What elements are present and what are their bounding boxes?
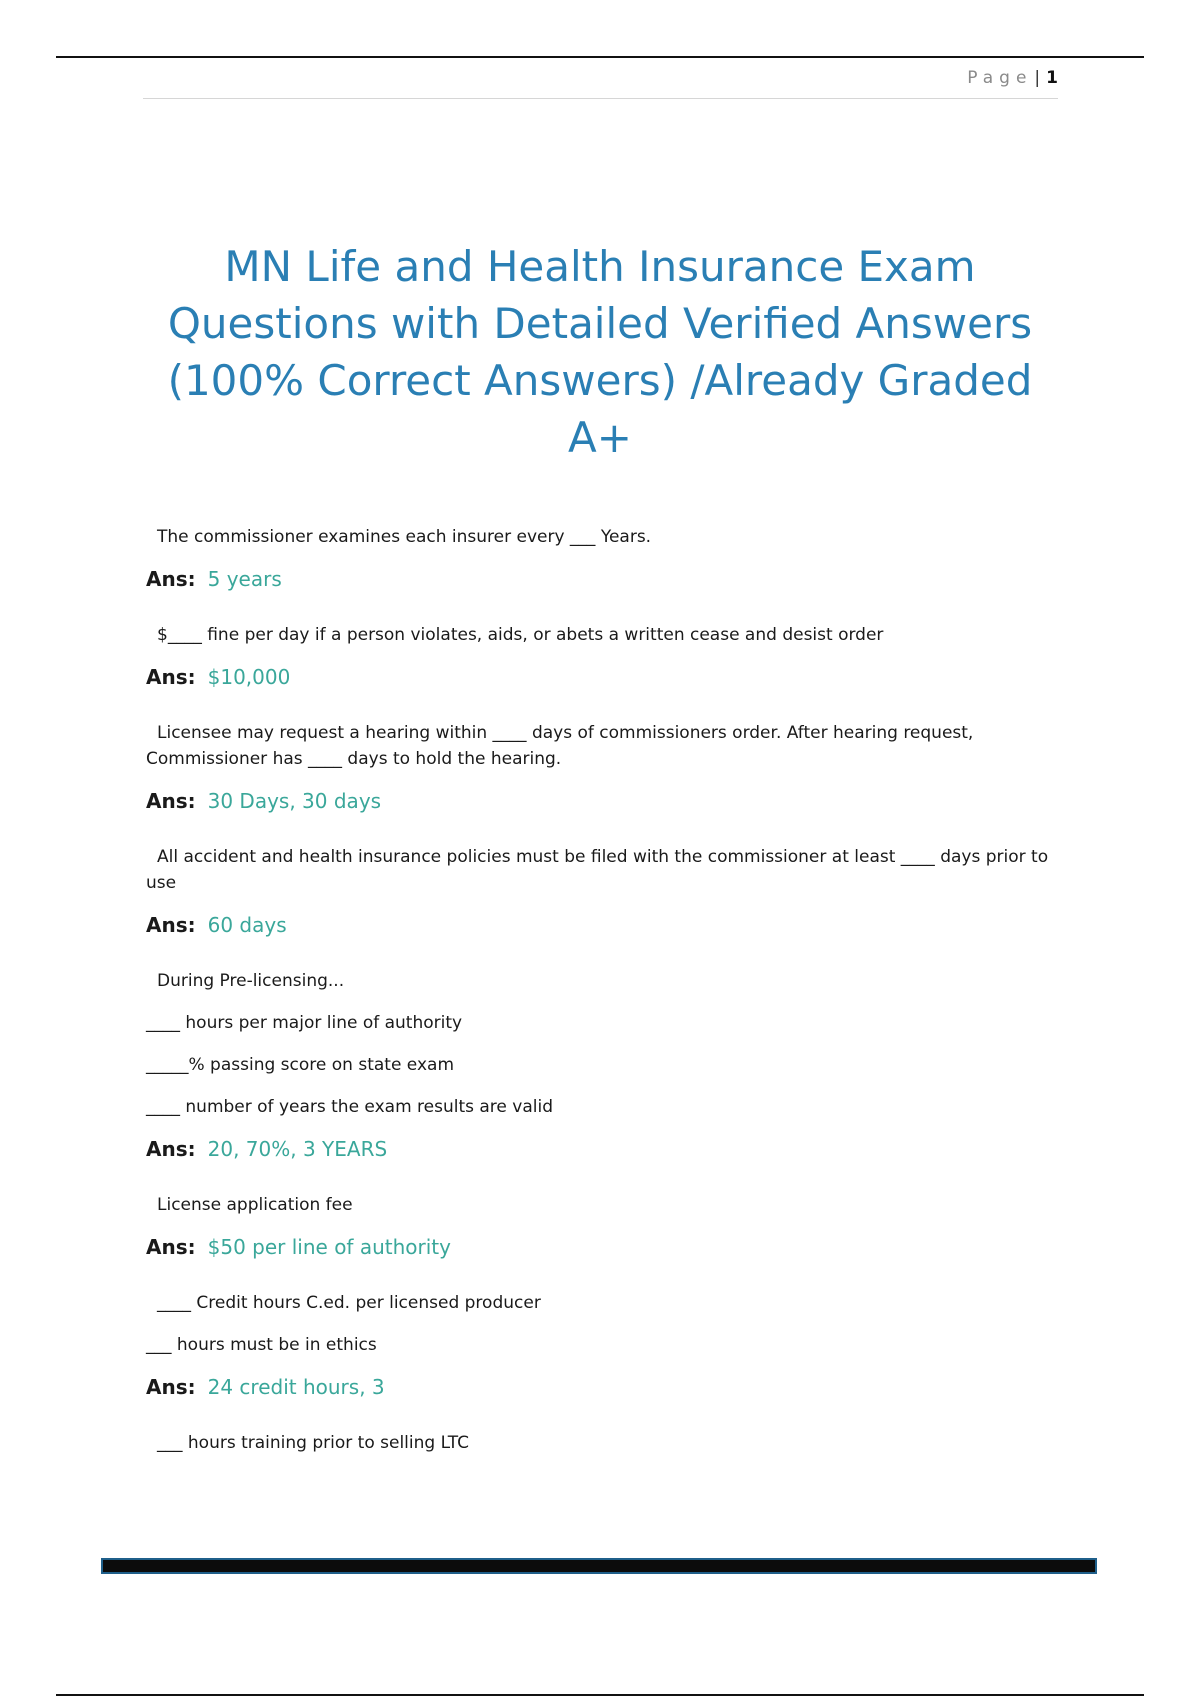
question-line: All accident and health insurance policies must be filed with the commissioner at least ____ days prior to use xyxy=(146,847,1049,893)
page-header xyxy=(143,68,1058,99)
footer-bar xyxy=(101,1558,1097,1574)
answer-value: 5 years xyxy=(207,567,282,591)
qa-item xyxy=(146,1290,1056,1400)
qa-item xyxy=(146,720,1056,814)
answer-label: Ans: xyxy=(146,1137,196,1161)
answer-value: 24 credit hours, 3 xyxy=(207,1375,385,1399)
question-line: ___ hours must be in ethics xyxy=(146,1335,377,1355)
answer-label: Ans: xyxy=(146,567,196,591)
answer xyxy=(146,1374,1056,1400)
top-rule xyxy=(56,56,1144,58)
answer-label: Ans: xyxy=(146,665,196,689)
answer xyxy=(146,788,1056,814)
question-line: $____ fine per day if a person violates, aids, or abets a written cease and desist order xyxy=(157,625,884,645)
bottom-rule xyxy=(56,1694,1144,1696)
qa-item xyxy=(146,524,1056,592)
answer xyxy=(146,664,1056,690)
question-line: ____ hours per major line of authority xyxy=(146,1013,463,1033)
qa-item xyxy=(146,1192,1056,1260)
answer-value: $50 per line of authority xyxy=(207,1235,451,1259)
question-line: Licensee may request a hearing within ____ days of commissioners order. After hearing request, Commissioner has ____ days to hold the hearing. xyxy=(146,723,974,769)
qa-item xyxy=(146,968,1056,1162)
answer-value: 20, 70%, 3 YEARS xyxy=(207,1137,388,1161)
qa-item xyxy=(146,1430,1056,1456)
question-line: ___ hours training prior to selling LTC xyxy=(157,1433,469,1453)
answer-value: $10,000 xyxy=(207,665,291,689)
answer-value: 30 Days, 30 days xyxy=(207,789,382,813)
question-line: The commissioner examines each insurer every ___ Years. xyxy=(157,527,652,547)
answer xyxy=(146,566,1056,592)
qa-list xyxy=(146,524,1056,1486)
qa-item xyxy=(146,622,1056,690)
question-line: During Pre-licensing... xyxy=(157,971,345,991)
answer-label: Ans: xyxy=(146,1375,196,1399)
page-separator: | xyxy=(1034,68,1041,88)
answer-label: Ans: xyxy=(146,913,196,937)
question-line: ____ Credit hours C.ed. per licensed producer xyxy=(157,1293,541,1313)
question-line: _____% passing score on state exam xyxy=(146,1055,455,1075)
question-line: License application fee xyxy=(157,1195,353,1215)
answer-label: Ans: xyxy=(146,1235,196,1259)
answer-value: 60 days xyxy=(207,913,287,937)
page-number: 1 xyxy=(1046,68,1058,88)
answer xyxy=(146,912,1056,938)
answer-label: Ans: xyxy=(146,789,196,813)
page-word: Page xyxy=(967,68,1033,88)
answer xyxy=(146,1234,1056,1260)
question-line: ____ number of years the exam results are valid xyxy=(146,1097,554,1117)
document-title: MN Life and Health Insurance Exam Questions with Detailed Verified Answers (100% Correct Answers) /Already Graded A+ xyxy=(167,242,1033,462)
answer xyxy=(146,1136,1056,1162)
qa-item xyxy=(146,844,1056,938)
